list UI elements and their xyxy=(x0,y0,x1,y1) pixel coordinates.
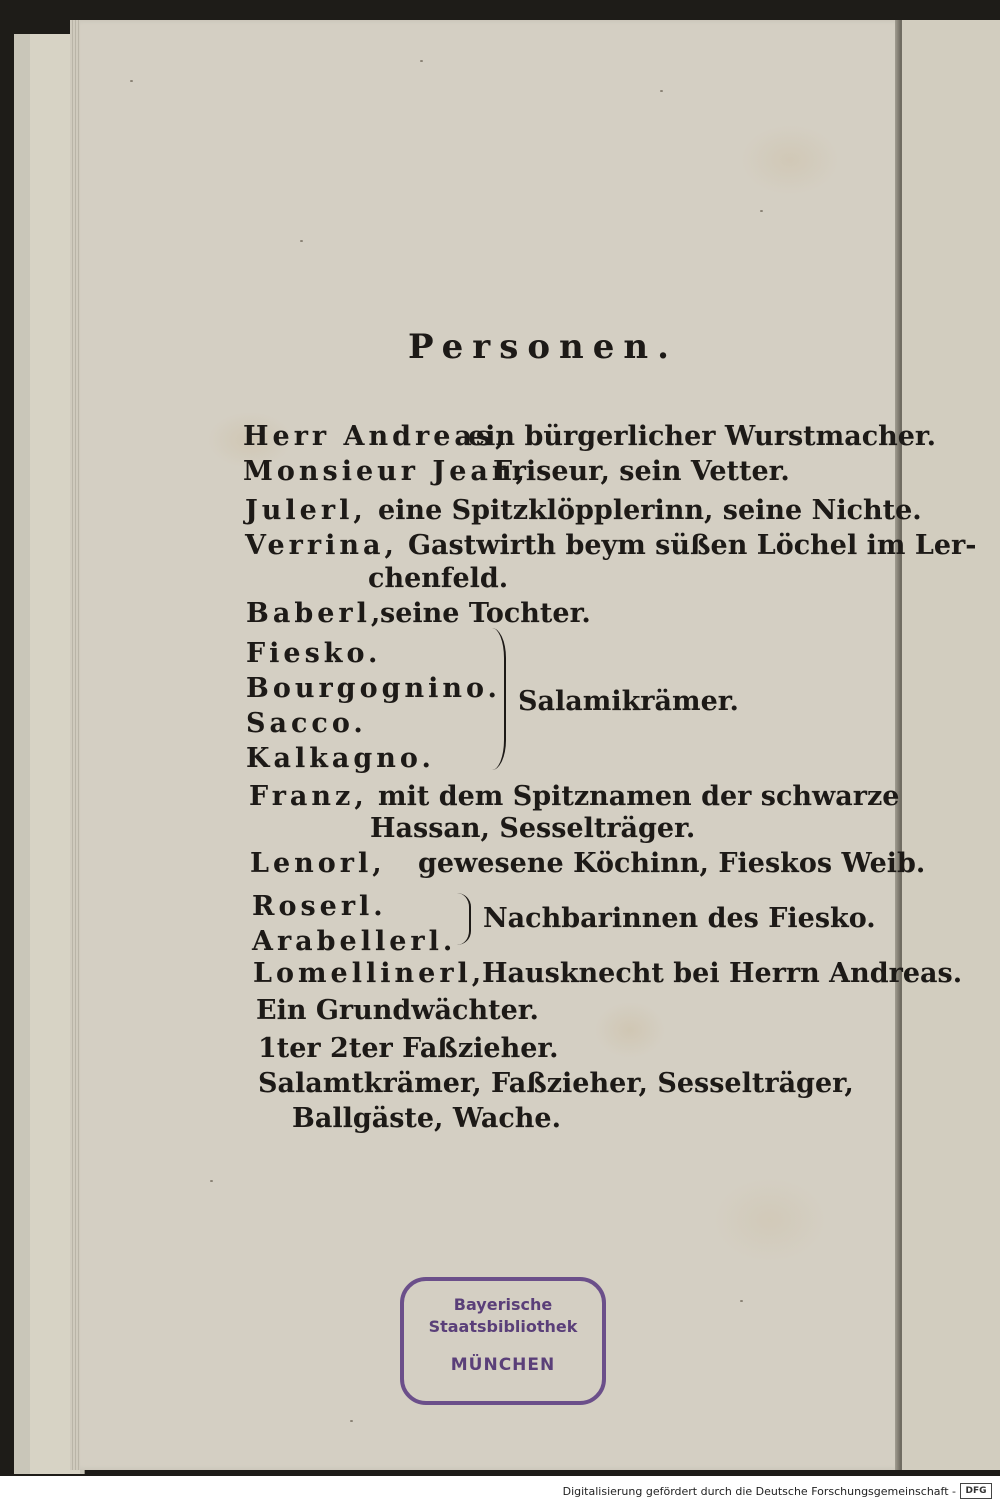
cast-description: Hausknecht bei Herrn Andreas. xyxy=(482,958,963,989)
cast-continuation: chenfeld. xyxy=(368,563,509,594)
cast-continuation: Hassan, Sesselträger. xyxy=(370,813,696,844)
salami-member: Kalkagno. xyxy=(246,743,435,774)
salami-member: Fiesko. xyxy=(246,638,382,669)
cast-name: Lomellinerl, xyxy=(253,958,486,989)
cast-line: Salamtkrämer, Faßzieher, Sesselträger, xyxy=(258,1068,854,1099)
cast-name: Franz, xyxy=(249,781,368,812)
cast-name: Julerl, xyxy=(245,495,367,526)
facing-page-edge xyxy=(902,20,1000,1470)
cast-description: Friseur, sein Vetter. xyxy=(493,456,790,487)
cast-description: Gastwirth beym süßen Löchel im Ler- xyxy=(408,530,977,561)
stamp-text: MÜNCHEN xyxy=(450,1355,556,1375)
footer-bar xyxy=(0,1476,1000,1507)
salami-group-label: Salamikrämer. xyxy=(518,686,739,717)
stamp-text: Staatsbibliothek xyxy=(428,1317,578,1336)
cast-description: ein bürgerlicher Wurstmacher. xyxy=(468,421,937,452)
stamp-text: Bayerische xyxy=(453,1295,553,1314)
cast-description: gewesene Köchinn, Fieskos Weib. xyxy=(418,848,926,879)
cast-name: Verrina, xyxy=(245,530,398,561)
neighbor-member: Roserl. xyxy=(252,891,387,922)
cast-description: seine Tochter. xyxy=(380,598,591,629)
cast-line: 1ter 2ter Faßzieher. xyxy=(258,1033,559,1064)
cast-name: Baberl, xyxy=(246,598,385,629)
cast-name: Monsieur Jean, xyxy=(243,456,529,487)
cast-continuation: Ballgäste, Wache. xyxy=(292,1103,561,1134)
cast-line: Ein Grundwächter. xyxy=(256,995,539,1026)
page-heading: Personen. xyxy=(408,327,678,367)
group-brace xyxy=(478,628,506,770)
cast-name: Lenorl, xyxy=(250,848,386,879)
salami-member: Sacco. xyxy=(246,708,367,739)
neighbors-group-label: Nachbarinnen des Fiesko. xyxy=(483,903,876,934)
cast-name: Herr Andreas, xyxy=(243,421,509,452)
group-brace xyxy=(455,893,471,945)
footer-credit: Digitalisierung gefördert durch die Deutsche Forschungsgemeinschaft - xyxy=(562,1485,956,1498)
neighbor-member: Arabellerl. xyxy=(252,926,457,957)
library-stamp xyxy=(400,1277,606,1405)
cast-description: mit dem Spitznamen der schwarze xyxy=(378,781,900,812)
salami-member: Bourgognino. xyxy=(246,673,501,704)
page-edges xyxy=(70,20,80,1470)
dfg-logo: DFG xyxy=(960,1483,992,1499)
cast-description: eine Spitzklöpplerinn, seine Nichte. xyxy=(378,495,922,526)
